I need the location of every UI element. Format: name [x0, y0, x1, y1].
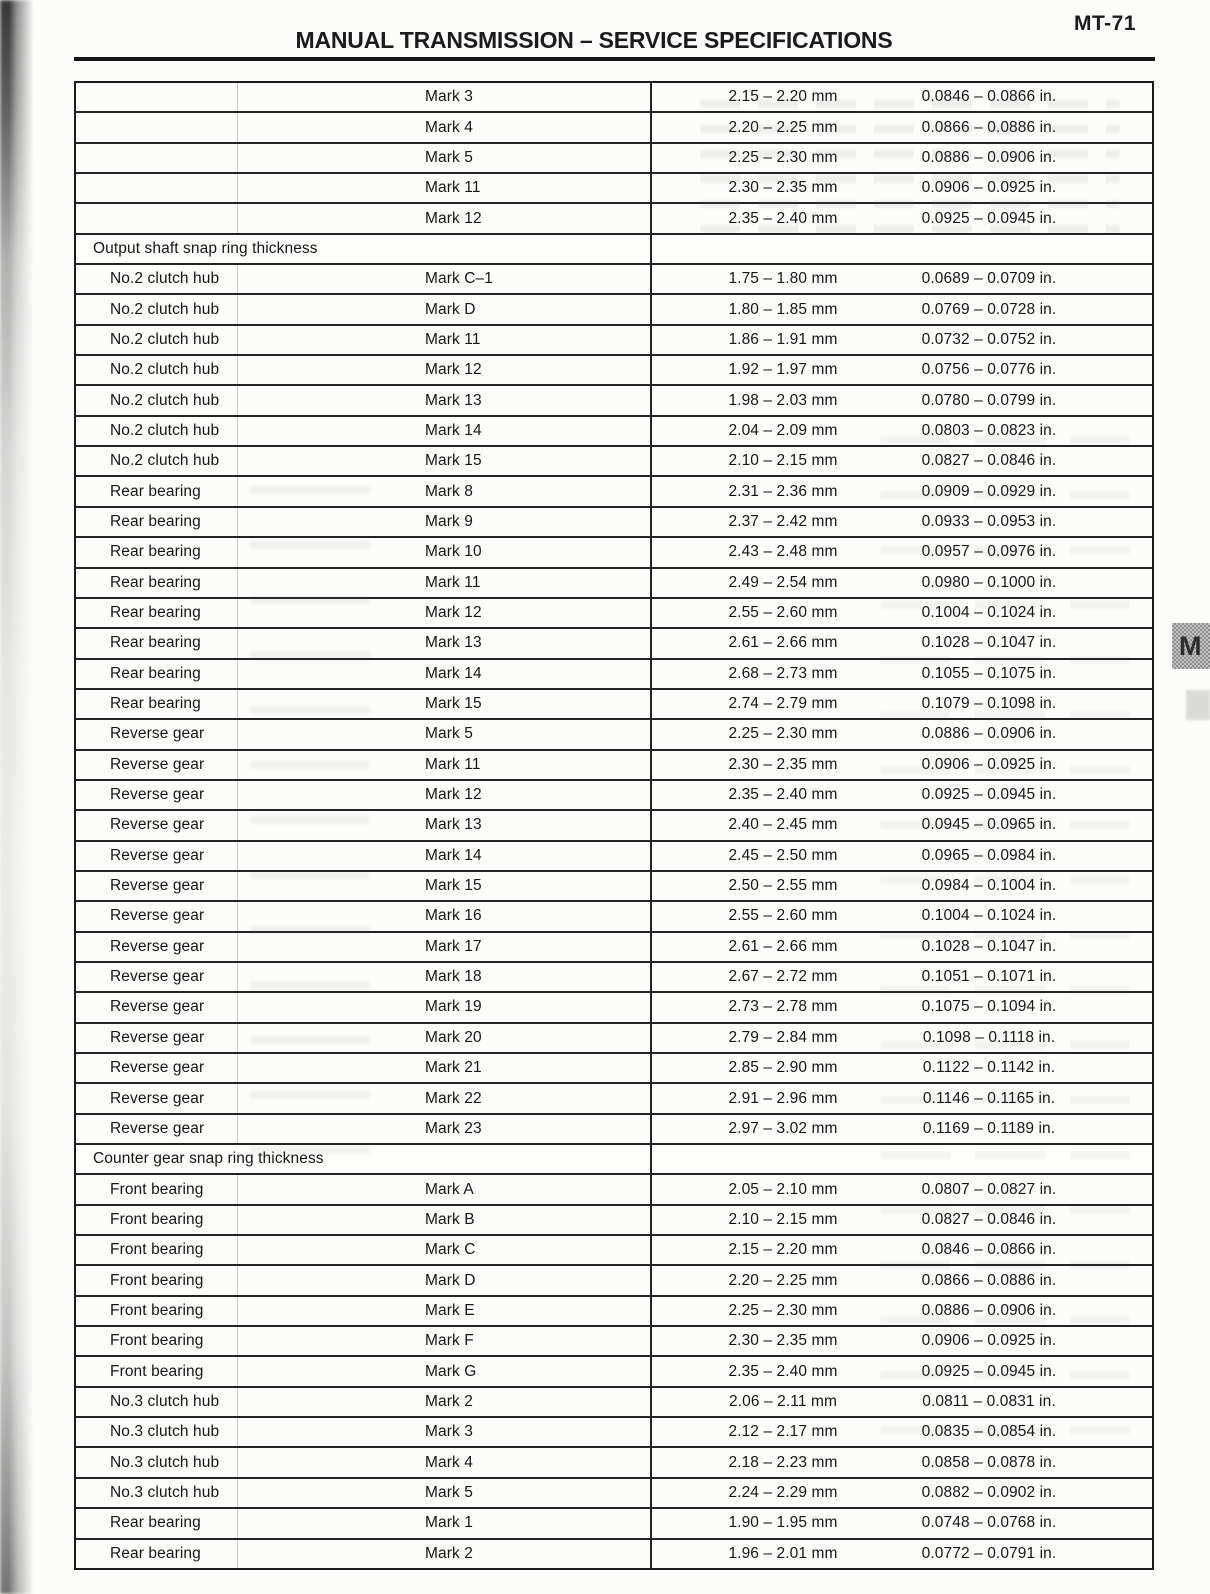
values-cell [652, 1363, 1152, 1381]
table-row [76, 1113, 1152, 1143]
table-row [76, 779, 1152, 809]
table-row [76, 1052, 1152, 1082]
mm-value: 2.55 – 2.60 mm [728, 907, 838, 925]
values-cell [652, 88, 1152, 106]
values-cell [652, 1059, 1152, 1077]
component-cell: Reverse gear [110, 816, 205, 834]
mm-value: 2.20 – 2.25 mm [728, 118, 838, 136]
mm-value: 2.43 – 2.48 mm [728, 543, 838, 561]
mark-cell: Mark 2 [425, 1392, 473, 1410]
inch-value: 0.0925 – 0.0945 in. [921, 786, 1057, 804]
mark-cell: Mark 13 [425, 816, 482, 834]
mm-value: 2.40 – 2.45 mm [728, 816, 838, 834]
inch-value: 0.0980 – 0.1000 in. [921, 573, 1057, 591]
component-cell: Reverse gear [110, 1119, 205, 1137]
table-row [76, 658, 1152, 688]
inch-value: 0.1079 – 0.1098 in. [921, 695, 1057, 713]
mm-value: 2.25 – 2.30 mm [728, 1301, 838, 1319]
values-cell [652, 725, 1152, 743]
mm-value: 2.30 – 2.35 mm [728, 755, 838, 773]
binder-tab-shadow [1186, 690, 1210, 720]
inch-value: 0.0835 – 0.0854 in. [921, 1423, 1057, 1441]
values-cell [652, 1090, 1152, 1108]
mark-cell: Mark 16 [425, 907, 482, 925]
inch-value: 0.0846 – 0.0866 in. [921, 1241, 1057, 1259]
mark-cell: Mark 19 [425, 998, 482, 1016]
mark-cell: Mark 12 [425, 209, 482, 227]
mm-value: 2.74 – 2.79 mm [728, 695, 838, 713]
component-cell: Front bearing [110, 1362, 204, 1380]
values-cell [652, 543, 1152, 561]
values-cell [652, 1393, 1152, 1411]
component-cell: Reverse gear [110, 725, 205, 743]
mark-cell: Mark 11 [425, 330, 481, 348]
mark-cell: Mark C–1 [425, 270, 493, 288]
mm-value: 1.90 – 1.95 mm [728, 1514, 838, 1532]
mark-cell: Mark 23 [425, 1119, 482, 1137]
values-cell [652, 210, 1152, 228]
values-cell [652, 695, 1152, 713]
table-row [76, 1295, 1152, 1325]
values-cell [652, 756, 1152, 774]
inch-value: 0.0772 – 0.0791 in. [921, 1544, 1057, 1562]
mark-cell: Mark F [425, 1332, 474, 1350]
table-row [76, 445, 1152, 475]
mm-value: 2.68 – 2.73 mm [728, 664, 838, 682]
page-number: MT-71 [1074, 12, 1137, 35]
values-cell [652, 1454, 1152, 1472]
mm-value: 2.10 – 2.15 mm [728, 1210, 838, 1228]
mm-value: 2.30 – 2.35 mm [728, 1332, 838, 1350]
inch-value: 0.1122 – 0.1142 in. [922, 1059, 1056, 1077]
inch-value: 0.0827 – 0.0846 in. [921, 1210, 1057, 1228]
component-cell: Reverse gear [110, 998, 205, 1016]
table-row [76, 506, 1152, 536]
values-cell [652, 604, 1152, 622]
values-cell [652, 331, 1152, 349]
inch-value: 0.0780 – 0.0799 in. [921, 391, 1057, 409]
mark-cell: Mark G [425, 1362, 477, 1380]
mark-cell: Mark C [425, 1241, 476, 1259]
inch-value: 0.0984 – 0.1004 in. [921, 877, 1057, 895]
table-row [76, 1446, 1152, 1476]
values-cell [652, 634, 1152, 652]
mm-value: 2.20 – 2.25 mm [728, 1271, 838, 1289]
component-cell: No.3 clutch hub [110, 1483, 220, 1501]
mm-value: 2.61 – 2.66 mm [728, 937, 838, 955]
inch-value: 0.0846 – 0.0866 in. [921, 88, 1057, 106]
mm-value: 2.25 – 2.30 mm [728, 148, 838, 166]
component-cell: No.3 clutch hub [110, 1392, 220, 1410]
spec-table-rows [76, 83, 1152, 1568]
mark-cell: Mark 12 [425, 604, 482, 622]
mm-value: 2.10 – 2.15 mm [728, 452, 838, 470]
component-cell: Reverse gear [110, 907, 205, 925]
inch-value: 0.1075 – 0.1094 in. [921, 998, 1057, 1016]
inch-value: 0.0925 – 0.0945 in. [921, 1362, 1057, 1380]
mark-cell: Mark B [425, 1210, 475, 1228]
table-row [76, 1234, 1152, 1264]
inch-value: 0.0906 – 0.0925 in. [921, 1332, 1057, 1350]
mark-cell: Mark 14 [425, 846, 482, 864]
mark-cell: Mark 2 [425, 1544, 473, 1562]
mark-cell: Mark 12 [425, 361, 482, 379]
mm-value: 1.96 – 2.01 mm [728, 1544, 838, 1562]
component-cell: Front bearing [110, 1332, 204, 1350]
component-cell: No.3 clutch hub [110, 1453, 220, 1471]
mark-cell: Mark 14 [425, 664, 482, 682]
mark-cell: Mark 11 [425, 755, 481, 773]
inch-value: 0.0807 – 0.0827 in. [921, 1180, 1057, 1198]
component-cell: No.2 clutch hub [110, 452, 220, 470]
component-cell: Rear bearing [110, 482, 201, 500]
values-cell [652, 1484, 1152, 1502]
mark-cell: Mark 4 [425, 1453, 473, 1471]
inch-value: 0.0909 – 0.0929 in. [921, 482, 1057, 500]
section-header-row [76, 233, 1152, 263]
component-cell: No.3 clutch hub [110, 1423, 220, 1441]
table-row [76, 1204, 1152, 1234]
component-cell: Front bearing [110, 1271, 204, 1289]
values-cell [652, 1332, 1152, 1350]
component-cell: No.2 clutch hub [110, 270, 220, 288]
inch-value: 0.0748 – 0.0768 in. [921, 1514, 1057, 1532]
mm-value: 2.49 – 2.54 mm [728, 573, 838, 591]
component-cell: Reverse gear [110, 1028, 205, 1046]
mark-cell: Mark 20 [425, 1028, 482, 1046]
table-row [76, 1022, 1152, 1052]
mark-cell: Mark 5 [425, 1483, 473, 1501]
component-cell: Rear bearing [110, 695, 201, 713]
section-label: Output shaft snap ring thickness [93, 239, 318, 257]
mark-cell: Mark 11 [425, 573, 481, 591]
inch-value: 0.0811 – 0.0831 in. [922, 1392, 1056, 1410]
mm-value: 2.18 – 2.23 mm [728, 1453, 838, 1471]
inch-value: 0.0906 – 0.0925 in. [921, 179, 1057, 197]
values-cell [652, 1423, 1152, 1441]
inch-value: 0.1146 – 0.1165 in. [922, 1089, 1056, 1107]
mark-cell: Mark 17 [425, 937, 482, 955]
component-cell: Reverse gear [110, 1059, 205, 1077]
mark-cell: Mark 13 [425, 634, 482, 652]
table-row [76, 263, 1152, 293]
spec-table [74, 81, 1154, 1570]
inch-value: 0.0965 – 0.0984 in. [921, 846, 1057, 864]
values-cell [652, 392, 1152, 410]
mm-value: 2.05 – 2.10 mm [728, 1180, 838, 1198]
mark-cell: Mark 15 [425, 452, 482, 470]
table-row [76, 900, 1152, 930]
table-row [76, 415, 1152, 445]
table-row [76, 1538, 1152, 1568]
inch-value: 0.1004 – 0.1024 in. [921, 907, 1057, 925]
values-cell [652, 1514, 1152, 1532]
table-row [76, 809, 1152, 839]
mark-cell: Mark 13 [425, 391, 482, 409]
mm-value: 2.30 – 2.35 mm [728, 179, 838, 197]
mark-cell: Mark 11 [425, 179, 481, 197]
inch-value: 0.1028 – 0.1047 in. [921, 937, 1057, 955]
mm-value: 2.35 – 2.40 mm [728, 209, 838, 227]
component-cell: No.2 clutch hub [110, 330, 220, 348]
table-row [76, 142, 1152, 172]
page-title: MANUAL TRANSMISSION – SERVICE SPECIFICATIONS [295, 27, 893, 53]
values-cell [652, 907, 1152, 925]
inch-value: 0.0803 – 0.0823 in. [921, 421, 1057, 439]
table-row [76, 870, 1152, 900]
inch-value: 0.0827 – 0.0846 in. [921, 452, 1057, 470]
component-cell: No.2 clutch hub [110, 300, 220, 318]
mm-value: 2.15 – 2.20 mm [728, 1241, 838, 1259]
component-cell: Front bearing [110, 1241, 204, 1259]
values-cell [652, 179, 1152, 197]
mark-cell: Mark 21 [425, 1059, 482, 1077]
mark-cell: Mark 3 [425, 1423, 473, 1441]
component-cell: No.2 clutch hub [110, 361, 220, 379]
table-row [76, 83, 1152, 111]
mm-value: 2.04 – 2.09 mm [728, 421, 838, 439]
inch-value: 0.0906 – 0.0925 in. [921, 755, 1057, 773]
table-row [76, 749, 1152, 779]
table-row [76, 597, 1152, 627]
mm-value: 2.35 – 2.40 mm [728, 786, 838, 804]
mm-value: 1.80 – 1.85 mm [728, 300, 838, 318]
inch-value: 0.1055 – 0.1075 in. [921, 664, 1057, 682]
table-row [76, 688, 1152, 718]
mark-cell: Mark 8 [425, 482, 473, 500]
mark-cell: Mark D [425, 1271, 476, 1289]
mm-value: 2.06 – 2.11 mm [729, 1392, 837, 1410]
mark-cell: Mark 5 [425, 148, 473, 166]
mark-cell: Mark 1 [425, 1514, 473, 1532]
component-cell: Reverse gear [110, 846, 205, 864]
table-row [76, 1507, 1152, 1537]
values-cell [652, 998, 1152, 1016]
component-cell: Reverse gear [110, 755, 205, 773]
inch-value: 0.0957 – 0.0976 in. [921, 543, 1057, 561]
mm-value: 2.61 – 2.66 mm [728, 634, 838, 652]
section-header-row [76, 1143, 1152, 1173]
values-cell [652, 422, 1152, 440]
component-cell: Rear bearing [110, 512, 201, 530]
component-cell: Rear bearing [110, 573, 201, 591]
mm-value: 2.25 – 2.30 mm [728, 725, 838, 743]
mm-value: 2.79 – 2.84 mm [728, 1028, 838, 1046]
component-cell: Front bearing [110, 1210, 204, 1228]
inch-value: 0.1098 – 0.1118 in. [922, 1028, 1056, 1046]
values-cell [652, 1241, 1152, 1259]
values-cell [652, 119, 1152, 137]
mark-cell: Mark D [425, 300, 476, 318]
values-cell [652, 574, 1152, 592]
table-row [76, 1264, 1152, 1294]
mark-cell: Mark 3 [425, 88, 473, 106]
inch-value: 0.0886 – 0.0906 in. [921, 1301, 1057, 1319]
values-cell [652, 847, 1152, 865]
inch-value: 0.0925 – 0.0945 in. [921, 209, 1057, 227]
component-cell: Reverse gear [110, 937, 205, 955]
table-row [76, 1173, 1152, 1203]
values-cell [652, 452, 1152, 470]
table-row [76, 536, 1152, 566]
mm-value: 2.31 – 2.36 mm [728, 482, 838, 500]
component-cell: Rear bearing [110, 543, 201, 561]
mm-value: 1.92 – 1.97 mm [728, 361, 838, 379]
inch-value: 0.0933 – 0.0953 in. [921, 512, 1057, 530]
inch-value: 0.1051 – 0.1071 in. [921, 968, 1057, 986]
values-cell [652, 1211, 1152, 1229]
component-cell: Reverse gear [110, 968, 205, 986]
values-cell [652, 877, 1152, 895]
table-row [76, 202, 1152, 232]
values-cell [652, 1302, 1152, 1320]
table-row [76, 1082, 1152, 1112]
mark-cell: Mark 10 [425, 543, 482, 561]
mm-value: 1.98 – 2.03 mm [728, 391, 838, 409]
mark-cell: Mark 9 [425, 512, 473, 530]
table-row [76, 1477, 1152, 1507]
table-row [76, 1325, 1152, 1355]
inch-value: 0.0866 – 0.0886 in. [921, 118, 1057, 136]
mm-value: 2.91 – 2.96 mm [728, 1089, 838, 1107]
values-cell [652, 513, 1152, 531]
table-row [76, 111, 1152, 141]
mark-cell: Mark 5 [425, 725, 473, 743]
values-cell [652, 1545, 1152, 1563]
table-row [76, 172, 1152, 202]
values-cell [652, 149, 1152, 167]
component-cell: Rear bearing [110, 634, 201, 652]
values-cell [652, 786, 1152, 804]
values-cell [652, 938, 1152, 956]
mm-value: 2.12 – 2.17 mm [728, 1423, 838, 1441]
table-row [76, 961, 1152, 991]
inch-value: 0.1004 – 0.1024 in. [921, 604, 1057, 622]
component-cell: Reverse gear [110, 1089, 205, 1107]
inch-value: 0.0732 – 0.0752 in. [921, 330, 1057, 348]
page-binding-shadow [0, 0, 34, 1594]
table-row [76, 1386, 1152, 1416]
component-cell: Rear bearing [110, 664, 201, 682]
mm-value: 1.86 – 1.91 mm [728, 330, 838, 348]
table-row [76, 931, 1152, 961]
table-row [76, 1355, 1152, 1385]
table-row [76, 324, 1152, 354]
component-cell: Rear bearing [110, 604, 201, 622]
mm-value: 2.15 – 2.20 mm [728, 88, 838, 106]
component-cell: Front bearing [110, 1180, 204, 1198]
inch-value: 0.0756 – 0.0776 in. [921, 361, 1057, 379]
values-cell [652, 968, 1152, 986]
values-cell [652, 1120, 1152, 1138]
table-row [76, 354, 1152, 384]
mark-cell: Mark 12 [425, 786, 482, 804]
mark-cell: Mark E [425, 1301, 475, 1319]
mm-value: 2.67 – 2.72 mm [728, 968, 838, 986]
component-cell: Front bearing [110, 1301, 204, 1319]
mm-value: 2.24 – 2.29 mm [728, 1483, 838, 1501]
title-rule [74, 57, 1155, 61]
inch-value: 0.0866 – 0.0886 in. [921, 1271, 1057, 1289]
values-cell [652, 1029, 1152, 1047]
mark-cell: Mark 14 [425, 421, 482, 439]
mm-value: 2.50 – 2.55 mm [728, 877, 838, 895]
inch-value: 0.0769 – 0.0728 in. [921, 300, 1057, 318]
mm-value: 2.55 – 2.60 mm [728, 604, 838, 622]
mm-value: 1.75 – 1.80 mm [728, 270, 838, 288]
component-cell: No.2 clutch hub [110, 421, 220, 439]
table-row [76, 840, 1152, 870]
component-cell: Reverse gear [110, 877, 205, 895]
values-cell [652, 665, 1152, 683]
mark-cell: Mark A [425, 1180, 474, 1198]
mm-value: 2.73 – 2.78 mm [728, 998, 838, 1016]
inch-value: 0.0886 – 0.0906 in. [921, 148, 1057, 166]
values-cell [652, 1272, 1152, 1290]
table-row [76, 567, 1152, 597]
mm-value: 2.37 – 2.42 mm [728, 512, 838, 530]
mm-value: 2.35 – 2.40 mm [728, 1362, 838, 1380]
inch-value: 0.0858 – 0.0878 in. [921, 1453, 1057, 1471]
inch-value: 0.0886 – 0.0906 in. [921, 725, 1057, 743]
values-cell [652, 816, 1152, 834]
table-row [76, 1416, 1152, 1446]
values-cell [652, 301, 1152, 319]
table-row [76, 718, 1152, 748]
mm-value: 2.45 – 2.50 mm [728, 846, 838, 864]
section-binder-tab [1172, 623, 1210, 669]
component-cell: Reverse gear [110, 786, 205, 804]
inch-value: 0.0945 – 0.0965 in. [921, 816, 1057, 834]
values-cell [652, 270, 1152, 288]
inch-value: 0.0689 – 0.0709 in. [921, 270, 1057, 288]
component-cell: Rear bearing [110, 1514, 201, 1532]
mark-cell: Mark 18 [425, 968, 482, 986]
mark-cell: Mark 15 [425, 695, 482, 713]
component-cell: No.2 clutch hub [110, 391, 220, 409]
component-cell: Rear bearing [110, 1544, 201, 1562]
table-row [76, 384, 1152, 414]
column-divider-main [650, 83, 652, 1568]
mark-cell: Mark 4 [425, 118, 473, 136]
mark-cell: Mark 22 [425, 1089, 482, 1107]
mark-cell: Mark 15 [425, 877, 482, 895]
inch-value: 0.1169 – 0.1189 in. [922, 1119, 1056, 1137]
values-cell [652, 483, 1152, 501]
table-row [76, 475, 1152, 505]
table-row [76, 293, 1152, 323]
mm-value: 2.97 – 3.02 mm [728, 1119, 838, 1137]
inch-value: 0.1028 – 0.1047 in. [921, 634, 1057, 652]
table-row [76, 991, 1152, 1021]
values-cell [652, 1181, 1152, 1199]
section-label: Counter gear snap ring thickness [93, 1150, 324, 1168]
values-cell [652, 361, 1152, 379]
table-row [76, 627, 1152, 657]
mm-value: 2.85 – 2.90 mm [728, 1059, 838, 1077]
inch-value: 0.0882 – 0.0902 in. [921, 1483, 1057, 1501]
binder-tab-label: M [1179, 630, 1202, 661]
